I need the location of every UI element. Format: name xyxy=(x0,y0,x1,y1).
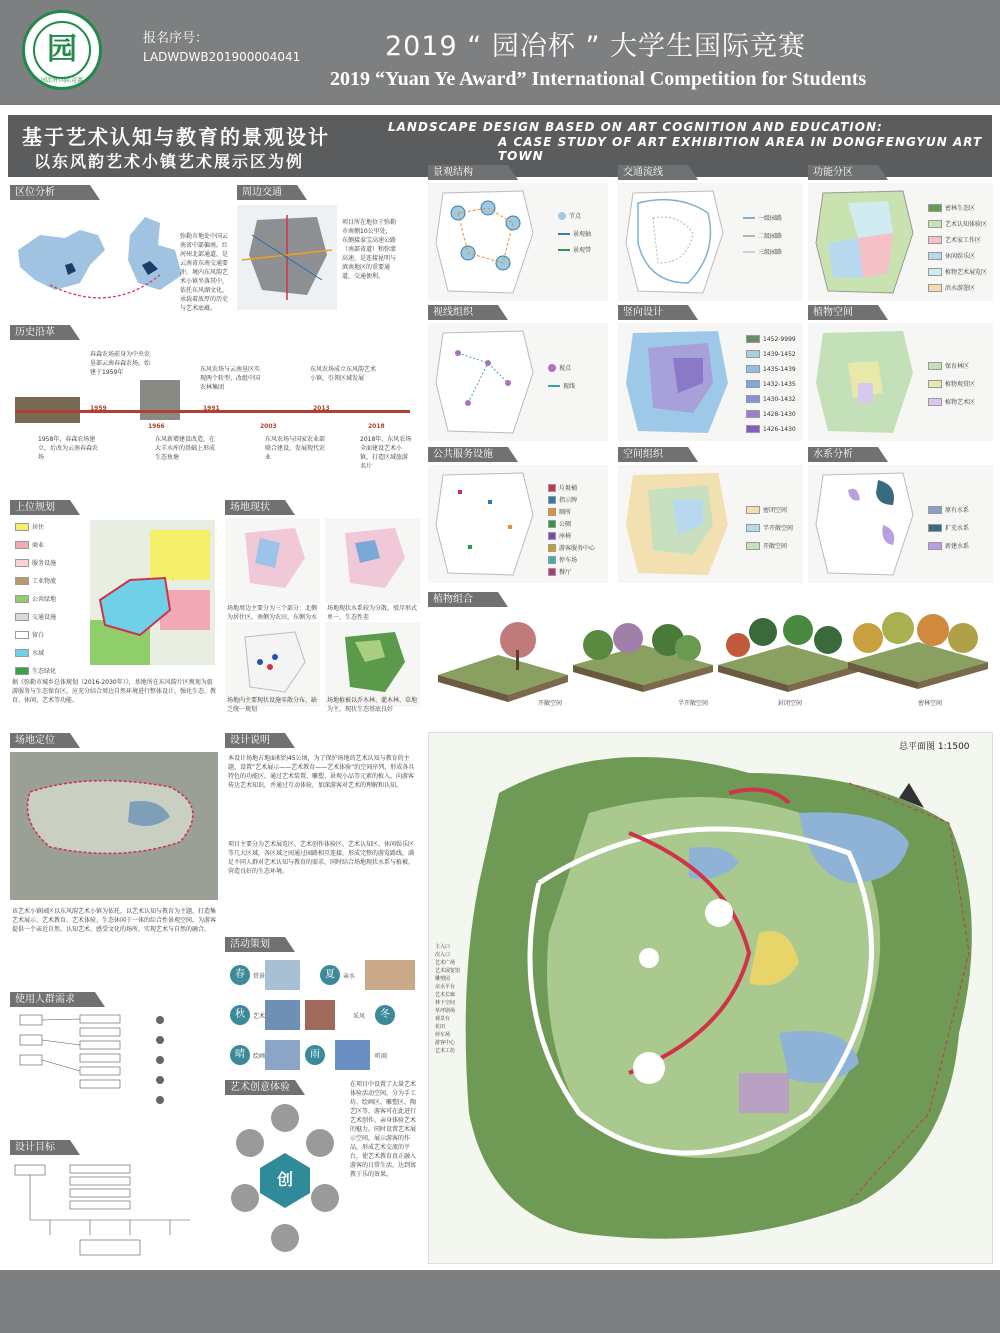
master-plan-title: 总平面图 1:1500 xyxy=(899,742,970,752)
plant-combo-label-3: 封闭空间 xyxy=(778,700,803,707)
section-sightline: 视线组织 xyxy=(428,305,498,320)
vert-legend-4: 1432-1435 xyxy=(763,380,796,388)
plant-combo-label-4: 密林空间 xyxy=(918,700,943,707)
space-legend-1: 密闭空间 xyxy=(763,507,788,514)
pub-legend-5: 座椅 xyxy=(559,533,572,540)
section-upper-plan: 上位规划 xyxy=(10,500,70,515)
activity-spring-label: 赏景 xyxy=(253,973,266,980)
competition-logo xyxy=(22,10,102,90)
history-note-2: 东风农场与云南垦区实现两个转型，改组中国农林集团 xyxy=(200,366,261,391)
activity-autumn-badge: 秋 xyxy=(230,1005,250,1025)
legend-residential: 居住 xyxy=(32,524,45,531)
zone-legend-4: 休闲娱乐区 xyxy=(945,253,976,260)
project-title: 基于艺术认知与教育的景观设计 xyxy=(22,125,330,149)
pub-legend-7: 停车场 xyxy=(559,557,578,564)
mp-legend-6: 亲水平台 xyxy=(435,984,456,990)
footer-bar xyxy=(0,1270,1000,1333)
public-service-map xyxy=(428,465,608,583)
mp-legend-12: 停车场 xyxy=(435,1032,451,1038)
legend-transport: 交通设施 xyxy=(32,614,57,621)
activity-rainy-label: 听雨 xyxy=(375,1053,388,1060)
project-title-en: LANDSCAPE DESIGN BASED ON ART COGNITION AND EDUCATION: xyxy=(388,120,883,134)
space-legend-2: 半开敞空间 xyxy=(763,525,794,532)
section-water: 水系分析 xyxy=(808,447,878,462)
section-circulation: 交通流线 xyxy=(618,165,688,180)
activity-winter-badge: 冬 xyxy=(375,1005,395,1025)
site-status-map-1 xyxy=(225,518,320,603)
traffic-around-text: 项目所在地位于弥勒市南侧10公里处，东侧接泰宝高速公路（南部省道）和弥蒙高速，是连接昆明与滇南地区的重要通道，交通便利。 xyxy=(342,219,397,280)
circulation-map xyxy=(618,183,803,301)
pub-legend-6: 游客服务中心 xyxy=(559,545,596,552)
legend-service: 服务设施 xyxy=(32,560,57,567)
mp-legend-4: 艺术展览馆 xyxy=(435,968,461,974)
vert-legend-2: 1439-1452 xyxy=(763,350,796,358)
section-zoning: 功能分区 xyxy=(808,165,878,180)
history-note-6: 东风农场与国家农业部联合建设，发展现代农业 xyxy=(265,436,326,461)
section-site-status: 场地现状 xyxy=(225,500,285,515)
circ-legend-2: 二级园路 xyxy=(758,233,783,240)
site-status-map-3 xyxy=(225,622,320,707)
design-desc-p2: 项目主要分为艺术展览区、艺术创作体验区、艺术认知区、休闲娱乐区等几大区域，各区域之间通过园路相互连接，形成完整的游览路线，满足不同人群对艺术认知与教育的需求，同时结合场地现状水系与植被，营造良好的生态环境。 xyxy=(228,841,415,875)
mp-legend-2: 次入口 xyxy=(435,952,451,958)
competition-title-cn: 2019 “ 园冶杯 ” 大学生国际竞赛 xyxy=(385,31,807,62)
project-subtitle-en: A CASE STUDY OF ART EXHIBITION AREA IN DONGFENGYUN ART TOWN xyxy=(498,135,983,163)
mp-legend-13: 游客中心 xyxy=(435,1040,456,1046)
circ-legend-3: 三级园路 xyxy=(758,249,783,256)
upper-plan-map xyxy=(90,520,215,665)
art-creation-text: 在项目中设置了大量艺术体验活动空间，分为手工坊、绘画区、雕塑区、陶艺区等，游客可在此进行艺术创作，亲身体验艺术的魅力。同时设置艺术展示空间，展示游客的作品，形成艺术交流的平台，使艺术教育真正融入游客的日常生活，达到寓教于乐的效果。 xyxy=(350,1081,417,1178)
sight-legend-line: 视线 xyxy=(563,383,576,390)
site-status-caption-2: 场地现状水系较为分散，驳岸形式单一，生态性差 xyxy=(327,605,418,621)
section-space-org: 空间组织 xyxy=(618,447,688,462)
history-note-5: 东风新增建设改造，在大羊水库的基础上形成生态鱼塘 xyxy=(155,436,216,461)
year-5: 2013 xyxy=(313,405,330,412)
legend-water: 水域 xyxy=(32,650,45,657)
project-subtitle: 以东风韵艺术小镇艺术展示区为例 xyxy=(34,152,305,171)
year-4: 2003 xyxy=(260,423,277,430)
water-legend-2: 扩充水系 xyxy=(945,525,970,532)
section-history: 历史沿革 xyxy=(10,325,70,340)
section-location: 区位分析 xyxy=(10,185,90,200)
plant-legend-2: 植物观赏区 xyxy=(945,381,976,388)
mp-legend-3: 艺术广场 xyxy=(435,960,456,966)
logo-ring-text: 园冶杯国际竞赛 xyxy=(40,77,83,84)
history-note-4: 1958年，春森农场建立，后改为云南春森农场 xyxy=(38,436,99,461)
vert-legend-3: 1435-1439 xyxy=(763,365,796,373)
mp-legend-8: 林下空间 xyxy=(435,1000,456,1006)
registration-number: LADWDWB201900004041 xyxy=(143,50,301,64)
section-vertical: 竖向设计 xyxy=(618,305,688,320)
history-note-3: 东风农场成立东风韵艺术小镇，引领区域发展 xyxy=(310,366,377,382)
section-goals: 设计目标 xyxy=(10,1140,70,1155)
legend-industry: 工业物流 xyxy=(32,578,57,585)
upper-plan-text: 据《弥勒市城乡总体规划（2016-2030年）》，基地所在东风韵片区规划为旅游服务与生态保育区，应充分结合周边自然环境进行整体设计，强化生态、教育、休闲、艺术等功能。 xyxy=(12,679,217,704)
history-note-1: 春森农场前身为中央农垦部云南春森农场，始建于1959年 xyxy=(90,351,151,376)
site-status-caption-4: 场地植被以乔木林、灌木林、草地为主，现状生态基底良好 xyxy=(327,697,418,713)
section-activities: 活动策划 xyxy=(225,937,285,952)
structure-legend-belt: 景观带 xyxy=(573,247,592,254)
mp-legend-9: 草坪剧场 xyxy=(435,1008,456,1014)
structure-legend-axis: 景观轴 xyxy=(573,231,592,238)
activity-spring-badge: 春 xyxy=(230,965,250,985)
goals-diagram xyxy=(10,1160,218,1265)
section-art-creation: 艺术创意体验 xyxy=(225,1080,295,1095)
activity-rainy-badge: 雨 xyxy=(305,1045,325,1065)
section-plant-combo: 植物组合 xyxy=(428,592,498,607)
mp-legend-10: 观景台 xyxy=(435,1016,451,1022)
site-status-caption-1: 场地周边主要分为三个部分：北侧为居住区，南侧为农田，东侧为水 xyxy=(227,605,318,621)
sightline-map xyxy=(428,323,608,441)
section-users: 使用人群需求 xyxy=(10,992,95,1007)
vert-legend-6: 1428-1430 xyxy=(763,410,796,418)
plant-legend-1: 保育林区 xyxy=(945,363,970,370)
zone-legend-3: 艺术家工作区 xyxy=(945,237,982,244)
header-bar xyxy=(0,0,1000,105)
plant-combo-illustration xyxy=(428,610,993,720)
art-creation-diagram xyxy=(225,1098,345,1263)
art-creation-center: 创 xyxy=(276,1170,293,1189)
site-aerial-photo xyxy=(10,752,218,900)
site-status-caption-3: 场地内主要现状设施零散分布，缺乏统一规划 xyxy=(227,697,318,713)
mp-legend-14: 艺术工坊 xyxy=(435,1048,456,1054)
pub-legend-4: 公厕 xyxy=(559,521,572,528)
registration-label: 报名序号： xyxy=(143,31,209,46)
legend-blank: 留白 xyxy=(32,632,45,639)
section-design-desc: 设计说明 xyxy=(225,733,285,748)
year-6: 2018 xyxy=(368,423,385,430)
pub-legend-2: 指示牌 xyxy=(559,497,578,504)
plant-combo-label-2: 半开敞空间 xyxy=(678,700,709,707)
section-public-service: 公共服务设施 xyxy=(428,447,508,462)
pub-legend-3: 厕所 xyxy=(559,509,572,516)
year-2: 1966 xyxy=(148,423,165,430)
legend-commercial: 商业 xyxy=(32,542,45,549)
water-legend-1: 原有水系 xyxy=(945,507,970,514)
activity-summer-badge: 夏 xyxy=(320,965,340,985)
activity-winter-label: 采风 xyxy=(353,1013,366,1020)
year-3: 1991 xyxy=(203,405,220,412)
plant-legend-3: 植物艺术区 xyxy=(945,399,976,406)
history-note-7: 2018年，东风农场全面建设艺术小镇，打造区域旅游名片 xyxy=(360,436,412,470)
water-map xyxy=(808,465,993,583)
mp-legend-5: 雕塑园 xyxy=(435,976,451,982)
zoning-map xyxy=(808,183,993,301)
site-position-text: 该艺术小镇园区以东风韵艺术小镇为依托，以艺术认知与教育为主题，打造集艺术展示、艺术教育、艺术体验、生态休闲于一体的综合性景观空间，为游客提供一个亲近自然、认知艺术、感受文化的场所，实现艺术与自然的融合。 xyxy=(12,908,217,933)
activity-sunny-label: 绘画 xyxy=(253,1053,266,1060)
mp-legend-11: 花田 xyxy=(435,1024,446,1030)
landscape-structure-map xyxy=(428,183,608,301)
sight-legend-point: 视点 xyxy=(559,365,572,372)
legend-green: 公共绿地 xyxy=(32,596,57,603)
activity-sunny-badge: 晴 xyxy=(230,1045,250,1065)
activity-summer-label: 亲水 xyxy=(343,973,356,980)
space-legend-3: 开敞空间 xyxy=(763,543,788,550)
vert-legend-1: 1452-9999 xyxy=(763,335,796,343)
logo-char: 园 xyxy=(33,21,91,79)
section-planting-space: 植物空间 xyxy=(808,305,878,320)
section-site-position: 场地定位 xyxy=(10,733,70,748)
section-traffic-around: 周边交通 xyxy=(237,185,297,200)
space-org-map xyxy=(618,465,803,583)
planting-space-map xyxy=(808,323,993,441)
mp-legend-7: 艺术长廊 xyxy=(435,992,456,998)
pub-legend-1: 垃圾桶 xyxy=(559,485,578,492)
vertical-map xyxy=(618,323,803,441)
history-timeline xyxy=(10,345,415,480)
structure-legend-node: 节点 xyxy=(569,213,582,220)
pub-legend-8: 餐厅 xyxy=(559,569,572,576)
competition-title-en: 2019 “Yuan Ye Award” International Competition for Students xyxy=(330,68,867,90)
zone-legend-2: 艺术认知体验区 xyxy=(945,221,988,228)
zone-legend-5: 植物艺术展览区 xyxy=(945,269,988,276)
section-landscape-structure: 景观结构 xyxy=(428,165,508,180)
zone-legend-1: 密林生态区 xyxy=(945,205,976,212)
user-needs-diagram xyxy=(10,1010,218,1130)
master-plan-legend xyxy=(435,943,495,1055)
mp-legend-1: 主入口 xyxy=(435,944,451,950)
traffic-around-map xyxy=(237,205,337,310)
master-plan xyxy=(428,732,993,1264)
site-status-map-4 xyxy=(325,622,420,707)
location-text: 弥勒市地处中国云南省中部偏南，红河州北部通道，是云南省东南交通要冲，境内东风韵艺术小镇坐落其中，依托东风湖文化，承载着浓厚的历史与艺术底蕴。 xyxy=(180,233,229,312)
activities-grid xyxy=(225,955,417,1075)
legend-eco: 生态绿化 xyxy=(32,668,57,675)
water-legend-3: 新建水系 xyxy=(945,543,970,550)
plant-combo-label-1: 开敞空间 xyxy=(538,700,563,707)
design-desc-p1: 本设计场地占地面积约45公顷，为了保护场地的艺术认知与教育的主题，设置“艺术展示——艺术教育——艺术体验”的空间序列，形成各具特色的功能区，通过艺术装置、雕塑、景观小品等元素的植入，向游客传达艺术知识，并通过互动体验，加深游客对艺术的理解和认知。 xyxy=(228,755,415,789)
circ-legend-1: 一级园路 xyxy=(758,215,783,222)
vert-legend-7: 1426-1430 xyxy=(763,425,796,433)
vert-legend-5: 1430-1432 xyxy=(763,395,796,403)
activity-autumn-label: 艺术 xyxy=(253,1013,266,1020)
site-status-map-2 xyxy=(325,518,420,603)
zone-legend-6: 滨水游憩区 xyxy=(945,285,976,292)
year-1: 1959 xyxy=(90,405,107,412)
